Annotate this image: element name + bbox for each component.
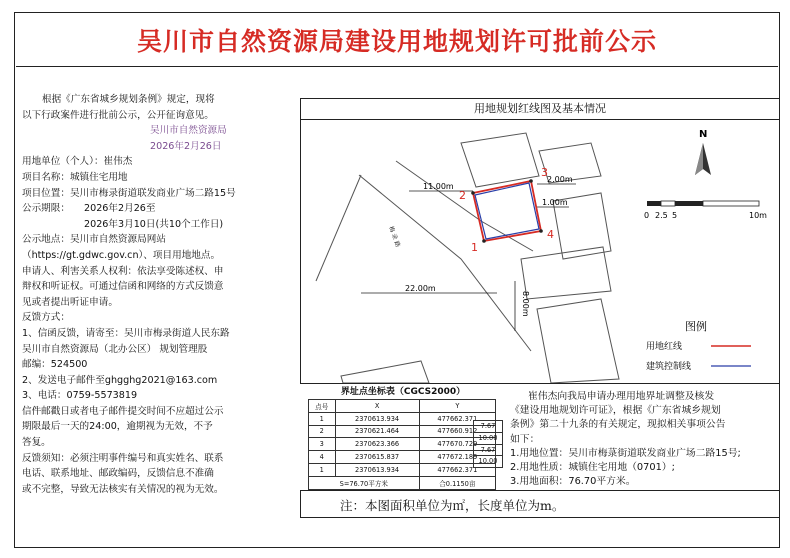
- announcement-line: 1.用地位置：吴川市梅菉街道联发商业广场二路15号;: [510, 447, 741, 459]
- cell: 4: [309, 451, 336, 464]
- legend-red-label: 用地红线: [646, 342, 683, 352]
- scale-bar: [647, 201, 759, 206]
- table-row: [309, 438, 496, 451]
- point-label: 3: [541, 166, 548, 179]
- side-length: 10.00: [473, 432, 503, 445]
- intro-line: 根据《广东省城乡规划条例》规定，现将: [42, 94, 215, 105]
- cell: 477672.189: [419, 451, 495, 464]
- legend-blue-label: 建筑控制线: [646, 362, 692, 372]
- email-line: 2、发送电子邮件至ghgghg2021@163.com: [22, 374, 218, 386]
- rights-line: 申请人、利害关系人权利：依法享受陈述权、申: [22, 265, 224, 277]
- dim-label: 8.00m: [521, 291, 530, 317]
- cell: 477662.371: [419, 463, 495, 476]
- phone-line: 3、电话：0759-5573819: [22, 390, 138, 402]
- side-length: 7.67: [473, 420, 503, 433]
- side-length: 10.00: [473, 455, 503, 468]
- dim-label: 2.00m: [547, 175, 573, 184]
- rights-line: 见或者提出听证申请。: [22, 296, 118, 308]
- table-row: [309, 476, 496, 489]
- cell: 2370613.934: [335, 463, 419, 476]
- announcement-line: 崔伟杰向我局申请办理用地界址调整及核发: [528, 391, 715, 402]
- applicant-line: 用地单位（个人）：崔伟杰: [22, 156, 133, 168]
- announcement-line: 《建设用地规划许可证》，根据《广东省城乡规划: [510, 405, 721, 417]
- period-end: 2026年3月10日(共10个工作日): [84, 218, 224, 230]
- announcement-line: 2.用地性质：城镇住宅用地（0701）;: [510, 462, 675, 474]
- road-edge: [396, 161, 533, 251]
- cell: 1: [309, 412, 336, 425]
- area-cell: 合0.1150亩: [419, 476, 495, 489]
- table-header: X: [335, 400, 419, 413]
- cell: 3: [309, 438, 336, 451]
- road-edge: [316, 175, 361, 281]
- boundary-point: [529, 179, 533, 183]
- table-row: [309, 412, 496, 425]
- dim-label: 11.00m: [423, 182, 454, 191]
- table-header: Y: [419, 400, 495, 413]
- cell: 477662.371: [419, 412, 495, 425]
- boundary-point: [539, 229, 543, 233]
- cell: 2370621.464: [335, 425, 419, 438]
- neighbor-building: [461, 133, 539, 187]
- table-row: [309, 463, 496, 476]
- title-divider: [16, 66, 778, 67]
- cell: 2370623.366: [335, 438, 419, 451]
- announcement-line: 3.用地面积：76.70平方米。: [510, 476, 636, 488]
- intro-line: 以下行政案件进行批前公示，公开征询意见。: [22, 109, 214, 121]
- point-label: 4: [547, 228, 554, 241]
- letter-line: 吴川市自然资源局（北办公区） 规划管理股: [22, 343, 208, 355]
- scale-label: 10m: [749, 211, 767, 220]
- scale-label: 0: [644, 211, 650, 220]
- cell: 2370615.837: [335, 451, 419, 464]
- notice-line: 或不完整，导致无法核实有关情况的视为无效。: [22, 483, 224, 495]
- deadline-line: 期限最后一天的24:00，逾期视为无效，不予: [22, 421, 213, 433]
- area-cell: S=76.70平方米: [309, 476, 420, 489]
- boundary-point: [471, 191, 475, 195]
- road-label: 梅 录 路: [387, 225, 402, 249]
- feedback-heading: 反馈方式：: [22, 312, 70, 324]
- dim-label: 22.00m: [405, 284, 436, 293]
- coordinate-table: [308, 399, 496, 490]
- map-title: 用地规划红线图及基本情况: [300, 98, 780, 120]
- point-label: 1: [471, 241, 478, 254]
- issue-date: 2026年2月26日: [150, 140, 222, 152]
- announcement-line: 条例》第二十九条的有关规定，现拟相关事项公告: [510, 419, 726, 431]
- period-start: 2026年2月26至: [84, 203, 156, 215]
- side-length: 7.67: [473, 444, 503, 457]
- notice-line: 电话、联系地址、邮政编码，反馈信息不准确: [22, 468, 214, 480]
- legend-title: 图例: [685, 320, 707, 333]
- deadline-line: 答复。: [22, 437, 51, 449]
- announcement-line: 如下：: [510, 433, 540, 445]
- dim-label: 1.00m: [542, 198, 568, 207]
- north-arrow-icon: [695, 143, 711, 175]
- notice-line: 反馈须知：必须注明事件编号和真实姓名、联系: [22, 452, 224, 464]
- cell: 477670.729: [419, 438, 495, 451]
- places-line: （https://gt.gdwc.gov.cn）、项目用地地点。: [22, 249, 221, 261]
- road-edge: [359, 175, 531, 351]
- table-row: [309, 451, 496, 464]
- side-lengths: [473, 421, 503, 468]
- neighbor-building: [537, 299, 619, 383]
- cell: 2: [309, 425, 336, 438]
- places-line: 公示地点：吴川市自然资源局网站: [22, 234, 166, 246]
- issuer-name: 吴川市自然资源局: [150, 125, 227, 137]
- table-row: [309, 425, 496, 438]
- coordinate-caption: 界址点坐标表（CGCS2000）: [340, 387, 466, 397]
- cell: 1: [309, 463, 336, 476]
- page-title: 吴川市自然资源局建设用地规划许可批前公示: [136, 27, 657, 56]
- point-label: 2: [459, 189, 466, 202]
- coordinate-table-block: [308, 385, 498, 490]
- scale-label: 5: [672, 211, 678, 220]
- table-header: 点号: [309, 400, 336, 413]
- neighbor-building: [521, 247, 611, 299]
- location-line: 项目位置：吴川市梅录街道联发商业广场二路15号: [22, 187, 236, 199]
- letter-line: 1、信函反馈，请寄至：吴川市梅录街道人民东路: [22, 327, 230, 339]
- deadline-line: 信件邮戳日或者电子邮件提交时间不应超过公示: [22, 405, 224, 417]
- boundary-point: [482, 239, 486, 243]
- project-line: 项目名称：城镇住宅用地: [22, 171, 128, 183]
- scale-label: 2.5: [655, 211, 668, 220]
- postcode-line: 邮编：524500: [22, 359, 88, 371]
- announcement-text: [510, 390, 776, 489]
- north-label: N: [699, 129, 708, 140]
- cell: 2370613.934: [335, 412, 419, 425]
- site-plan-map: [301, 121, 779, 383]
- units-note: 注：本图面积单位为㎡，长度单位为m。: [340, 498, 565, 513]
- rights-line: 辩权和听证权。可通过信函和网络的方式反馈意: [22, 281, 224, 293]
- neighbor-building: [341, 361, 429, 383]
- period-label: 公示期限：: [22, 203, 70, 215]
- cell: 477660.912: [419, 425, 495, 438]
- left-column: [22, 92, 308, 497]
